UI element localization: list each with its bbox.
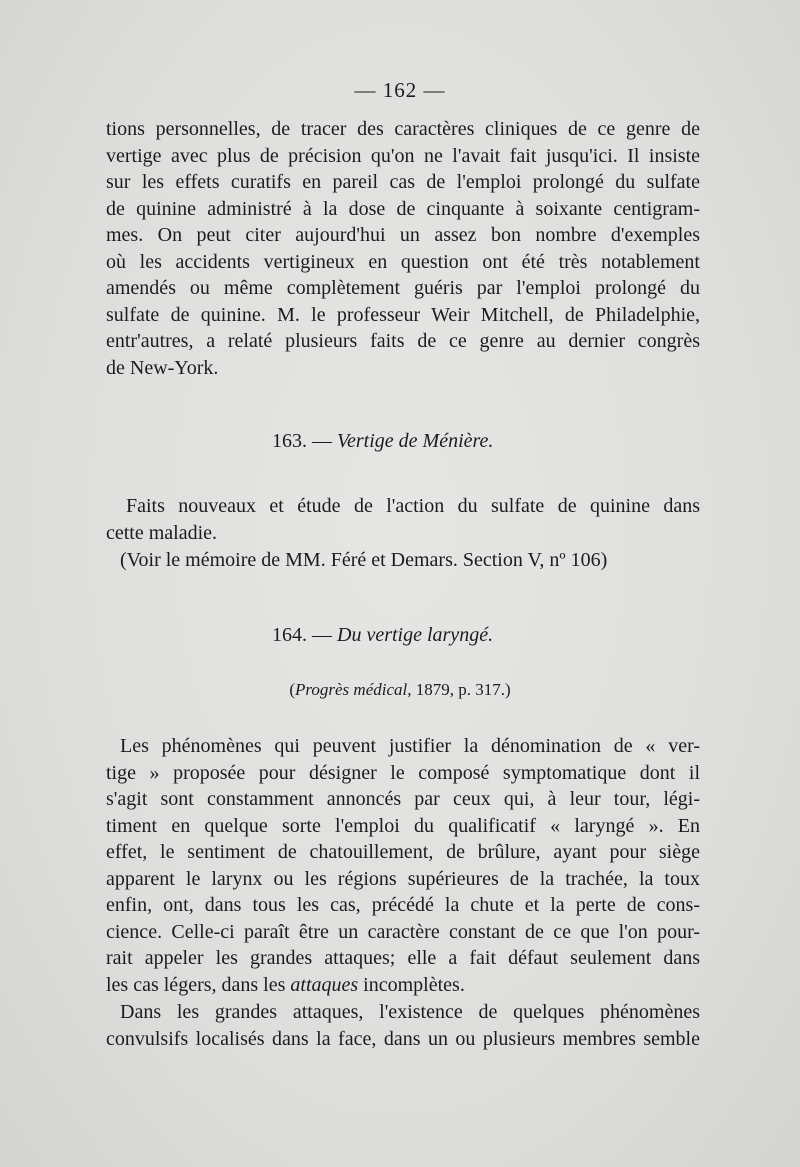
- text-line: Dans les grandes attaques, l'existence de quelques phénomènes: [120, 1001, 700, 1023]
- citation-rest: 1879, p. 317.): [411, 680, 511, 699]
- citation-journal: Progrès médical,: [295, 680, 412, 699]
- text-line: timent en quelque sorte l'emploi du qualificatif « laryngé ». En: [106, 814, 700, 837]
- section-title: Du vertige laryngé.: [337, 624, 494, 646]
- text-line: de quinine administré à la dose de cinquante à soixante centigram-: [106, 197, 700, 220]
- text-line: amendés ou même complètement guéris par l'emploi prolongé du: [106, 277, 700, 299]
- text-line: sur les effets curatifs en pareil cas de l'emploi prolongé du sulfate: [106, 171, 700, 193]
- text-line: Faits nouveaux et étude de l'action du sulfate de quinine dans: [126, 495, 700, 517]
- paragraph-4: [106, 999, 700, 1052]
- reference-note: [120, 547, 660, 574]
- text-line: apparent le larynx ou les régions supérieures de la trachée, la toux: [106, 867, 700, 890]
- section-164-heading: [272, 624, 493, 647]
- citation-open: (: [289, 680, 296, 699]
- text-line: cience. Celle-ci paraît être un caractère constant de ce que l'on pour-: [106, 920, 700, 943]
- text-line: s'agit sont constamment annoncés par ceux qui, à leur tour, légi-: [106, 788, 700, 810]
- section-163-heading: [272, 430, 493, 453]
- page-number: — 162 —: [354, 78, 446, 102]
- section-number: 164. —: [272, 624, 332, 646]
- text-line: tions personnelles, de tracer des caractères cliniques de ce genre de: [106, 118, 700, 140]
- text-line: enfin, ont, dans tous les cas, précédé la chute et la perte de cons-: [106, 894, 700, 916]
- paragraph-3: [106, 733, 700, 998]
- text-line: Les phénomènes qui peuvent justifier la dénomination de « ver-: [120, 735, 700, 757]
- text-line: cette maladie.: [106, 521, 218, 544]
- reference-line: (Voir le mémoire de MM. Féré et Demars. Section V, nº 106): [120, 549, 608, 571]
- text-run: incomplètes.: [358, 973, 465, 996]
- text-line: effet, le sentiment de chatouillement, de brûlure, ayant pour siège: [106, 841, 700, 863]
- text-run: les cas légers, dans les: [106, 973, 291, 996]
- text-line: sulfate de quinine. M. le professeur Weir Mitchell, de Philadelphie,: [106, 303, 700, 326]
- paragraph-1: [106, 116, 700, 381]
- section-title: Vertige de Ménière.: [337, 430, 494, 452]
- text-line: tige » proposée pour désigner le composé symptomatique dont il: [106, 761, 700, 784]
- italic-word: attaques: [290, 973, 359, 996]
- text-line: mes. On peut citer aujourd'hui un assez bon nombre d'exemples: [106, 224, 700, 246]
- text-line: vertige avec plus de précision qu'on ne l'avait fait jusqu'ici. Il insiste: [106, 144, 700, 167]
- section-number: 163. —: [272, 430, 332, 452]
- text-line: où les accidents vertigineux en question ont été très notablement: [106, 250, 700, 273]
- text-line: [106, 972, 700, 999]
- citation: [0, 680, 800, 700]
- paragraph-2: [106, 493, 700, 546]
- text-line: rait appeler les grandes attaques; elle a fait défaut seulement dans: [106, 947, 700, 969]
- text-line: entr'autres, a relaté plusieurs faits de ce genre au dernier congrès: [106, 330, 700, 352]
- text-line: convulsifs localisés dans la face, dans un ou plusieurs membres semble: [106, 1027, 700, 1050]
- text-line: de New-York.: [106, 356, 219, 379]
